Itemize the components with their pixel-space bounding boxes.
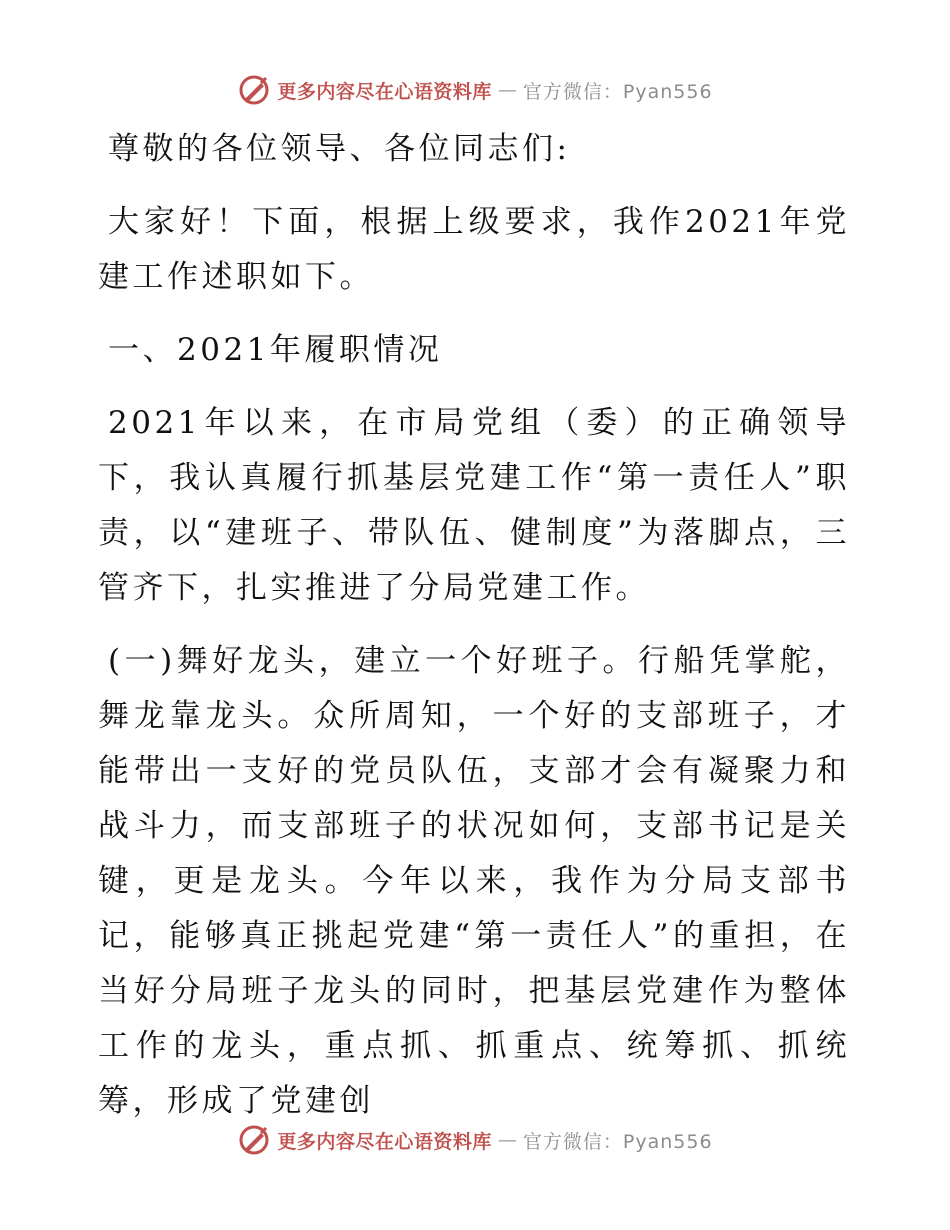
banner-site-text: 更多内容尽在心语资料库: [277, 1130, 492, 1153]
banner-dash: —: [497, 79, 517, 101]
banner-site-text: 更多内容尽在心语资料库: [277, 80, 492, 103]
pen-logo-icon: [237, 73, 271, 107]
banner-wechat-text: 官方微信：Pyan556: [522, 80, 713, 103]
section-title: 一、2021年履职情况: [108, 332, 443, 368]
header-watermark-banner: [0, 70, 950, 110]
paragraph-2: (一)舞好龙头，建立一个好班子。行船凭掌舵，舞龙靠龙头。众所周知，一个好的支部班子，才能带出一支好的党员队伍，支部才会有凝聚力和战斗力，而支部班子的状况如何，支部书记是关键，更是龙头。今年以来，我作为分局支部书记，能够真正挑起党建“第一责任人”的重担，在当好分局班子龙头的同时，把基层党建作为整体工作的龙头，重点抓、抓重点、统筹抓、抓统筹，形成了党建创: [98, 643, 850, 1119]
footer-watermark-banner: [0, 1120, 950, 1160]
banner-wechat-text: 官方微信：Pyan556: [522, 1130, 713, 1153]
banner-dash: —: [497, 1129, 517, 1151]
intro-paragraph: 大家好！下面，根据上级要求，我作2021年党建工作述职如下。: [98, 204, 850, 295]
paragraph-1: 2021年以来，在市局党组（委）的正确领导下，我认真履行抓基层党建工作“第一责任人”职责，以“建班子、带队伍、健制度”为落脚点，三管齐下，扎实推进了分局党建工作。: [98, 405, 850, 606]
pen-logo-icon: [237, 1123, 271, 1157]
greeting: 尊敬的各位领导、各位同志们:: [108, 131, 571, 167]
document-body: [98, 122, 850, 1129]
